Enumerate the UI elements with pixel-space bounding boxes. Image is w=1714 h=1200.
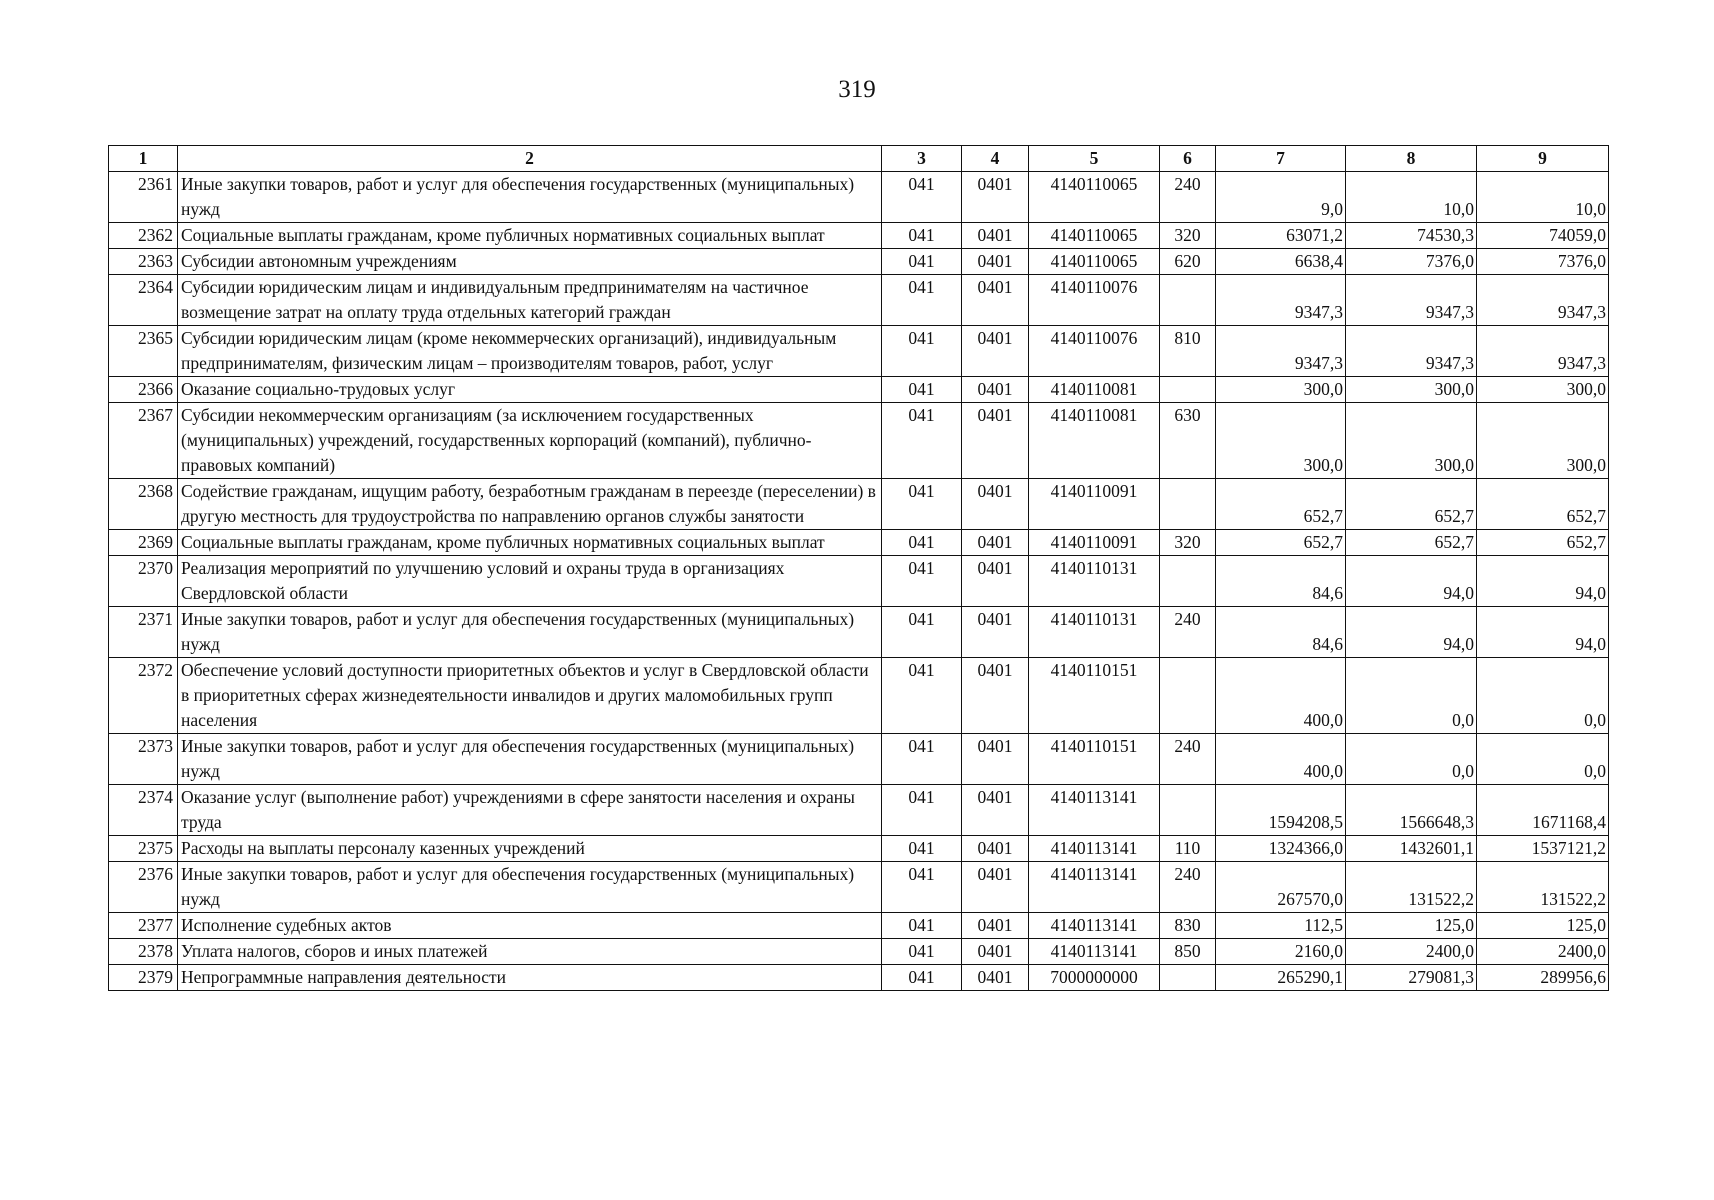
- section-code-cell: 0401: [962, 939, 1029, 965]
- value-8-cell: 94,0: [1346, 607, 1477, 658]
- value-7-cell: 265290,1: [1216, 965, 1346, 991]
- section-code-cell: 0401: [962, 377, 1029, 403]
- code-3-cell: 041: [882, 530, 962, 556]
- table-row: [109, 658, 1609, 734]
- table-row: [109, 249, 1609, 275]
- expense-type-cell: 320: [1160, 530, 1216, 556]
- target-article-cell: 4140110076: [1029, 326, 1160, 377]
- value-7-cell: 63071,2: [1216, 223, 1346, 249]
- value-9-cell: 131522,2: [1477, 862, 1609, 913]
- value-7-cell: 1324366,0: [1216, 836, 1346, 862]
- description-cell: Иные закупки товаров, работ и услуг для обеспечения государственных (муниципальных) нужд: [178, 862, 882, 913]
- target-article-cell: 4140110151: [1029, 734, 1160, 785]
- target-article-cell: 4140110131: [1029, 607, 1160, 658]
- target-article-cell: 4140110091: [1029, 479, 1160, 530]
- code-3-cell: 041: [882, 939, 962, 965]
- code-3-cell: 041: [882, 862, 962, 913]
- section-code-cell: 0401: [962, 785, 1029, 836]
- target-article-cell: 4140113141: [1029, 785, 1160, 836]
- target-article-cell: 4140113141: [1029, 913, 1160, 939]
- section-code-cell: 0401: [962, 607, 1029, 658]
- value-8-cell: 2400,0: [1346, 939, 1477, 965]
- expense-type-cell: 850: [1160, 939, 1216, 965]
- expense-type-cell: [1160, 275, 1216, 326]
- row-number-cell: 2365: [109, 326, 178, 377]
- column-header-5: 5: [1029, 146, 1160, 172]
- section-code-cell: 0401: [962, 862, 1029, 913]
- target-article-cell: 4140113141: [1029, 862, 1160, 913]
- description-cell: Исполнение судебных актов: [178, 913, 882, 939]
- row-number-cell: 2362: [109, 223, 178, 249]
- code-3-cell: 041: [882, 249, 962, 275]
- description-cell: Оказание социально-трудовых услуг: [178, 377, 882, 403]
- expense-type-cell: [1160, 377, 1216, 403]
- description-cell: Реализация мероприятий по улучшению условий и охраны труда в организациях Свердловской области: [178, 556, 882, 607]
- section-code-cell: 0401: [962, 223, 1029, 249]
- value-8-cell: 131522,2: [1346, 862, 1477, 913]
- value-7-cell: 652,7: [1216, 530, 1346, 556]
- value-7-cell: 400,0: [1216, 734, 1346, 785]
- code-3-cell: 041: [882, 965, 962, 991]
- table-row: [109, 836, 1609, 862]
- value-9-cell: 0,0: [1477, 734, 1609, 785]
- description-cell: Иные закупки товаров, работ и услуг для обеспечения государственных (муниципальных) нужд: [178, 734, 882, 785]
- table-row: [109, 913, 1609, 939]
- code-3-cell: 041: [882, 607, 962, 658]
- section-code-cell: 0401: [962, 249, 1029, 275]
- section-code-cell: 0401: [962, 403, 1029, 479]
- row-number-cell: 2363: [109, 249, 178, 275]
- row-number-cell: 2366: [109, 377, 178, 403]
- value-7-cell: 2160,0: [1216, 939, 1346, 965]
- table-row: [109, 939, 1609, 965]
- value-7-cell: 652,7: [1216, 479, 1346, 530]
- target-article-cell: 4140110131: [1029, 556, 1160, 607]
- value-9-cell: 652,7: [1477, 479, 1609, 530]
- expense-type-cell: [1160, 479, 1216, 530]
- table-row: [109, 530, 1609, 556]
- value-9-cell: 2400,0: [1477, 939, 1609, 965]
- value-9-cell: 289956,6: [1477, 965, 1609, 991]
- description-cell: Иные закупки товаров, работ и услуг для обеспечения государственных (муниципальных) нужд: [178, 172, 882, 223]
- column-header-9: 9: [1477, 146, 1609, 172]
- table-row: [109, 275, 1609, 326]
- row-number-cell: 2371: [109, 607, 178, 658]
- expense-type-cell: [1160, 965, 1216, 991]
- table-row: [109, 377, 1609, 403]
- table-row: [109, 862, 1609, 913]
- value-8-cell: 279081,3: [1346, 965, 1477, 991]
- description-cell: Уплата налогов, сборов и иных платежей: [178, 939, 882, 965]
- row-number-cell: 2361: [109, 172, 178, 223]
- expense-type-cell: 830: [1160, 913, 1216, 939]
- code-3-cell: 041: [882, 785, 962, 836]
- value-9-cell: 1671168,4: [1477, 785, 1609, 836]
- value-7-cell: 9,0: [1216, 172, 1346, 223]
- table-row: [109, 607, 1609, 658]
- code-3-cell: 041: [882, 658, 962, 734]
- value-7-cell: 112,5: [1216, 913, 1346, 939]
- target-article-cell: 4140110081: [1029, 403, 1160, 479]
- value-7-cell: 400,0: [1216, 658, 1346, 734]
- description-cell: Расходы на выплаты персоналу казенных учреждений: [178, 836, 882, 862]
- description-cell: Иные закупки товаров, работ и услуг для обеспечения государственных (муниципальных) нужд: [178, 607, 882, 658]
- section-code-cell: 0401: [962, 275, 1029, 326]
- column-header-7: 7: [1216, 146, 1346, 172]
- target-article-cell: 4140113141: [1029, 939, 1160, 965]
- value-9-cell: 1537121,2: [1477, 836, 1609, 862]
- section-code-cell: 0401: [962, 530, 1029, 556]
- expense-type-cell: 320: [1160, 223, 1216, 249]
- expense-type-cell: [1160, 556, 1216, 607]
- target-article-cell: 4140110065: [1029, 249, 1160, 275]
- target-article-cell: 4140113141: [1029, 836, 1160, 862]
- code-3-cell: 041: [882, 836, 962, 862]
- section-code-cell: 0401: [962, 479, 1029, 530]
- section-code-cell: 0401: [962, 913, 1029, 939]
- expense-type-cell: 620: [1160, 249, 1216, 275]
- description-cell: Субсидии некоммерческим организациям (за исключением государственных (муниципальных) учреждений, государственных корпораций (компаний), публично-правовых компаний): [178, 403, 882, 479]
- value-8-cell: 0,0: [1346, 734, 1477, 785]
- code-3-cell: 041: [882, 556, 962, 607]
- budget-table: [108, 145, 1609, 991]
- description-cell: Социальные выплаты гражданам, кроме публичных нормативных социальных выплат: [178, 223, 882, 249]
- value-7-cell: 267570,0: [1216, 862, 1346, 913]
- section-code-cell: 0401: [962, 326, 1029, 377]
- row-number-cell: 2372: [109, 658, 178, 734]
- row-number-cell: 2377: [109, 913, 178, 939]
- row-number-cell: 2364: [109, 275, 178, 326]
- table-row: [109, 479, 1609, 530]
- value-7-cell: 1594208,5: [1216, 785, 1346, 836]
- description-cell: Содействие гражданам, ищущим работу, безработным гражданам в переезде (переселении) в другую местность для трудоустройства по направлению органов службы занятости: [178, 479, 882, 530]
- value-8-cell: 652,7: [1346, 530, 1477, 556]
- value-8-cell: 7376,0: [1346, 249, 1477, 275]
- column-header-2: 2: [178, 146, 882, 172]
- row-number-cell: 2376: [109, 862, 178, 913]
- value-9-cell: 125,0: [1477, 913, 1609, 939]
- section-code-cell: 0401: [962, 965, 1029, 991]
- value-9-cell: 9347,3: [1477, 275, 1609, 326]
- target-article-cell: 4140110076: [1029, 275, 1160, 326]
- value-9-cell: 300,0: [1477, 403, 1609, 479]
- value-9-cell: 74059,0: [1477, 223, 1609, 249]
- value-8-cell: 9347,3: [1346, 275, 1477, 326]
- description-cell: Субсидии автономным учреждениям: [178, 249, 882, 275]
- value-8-cell: 0,0: [1346, 658, 1477, 734]
- description-cell: Непрограммные направления деятельности: [178, 965, 882, 991]
- code-3-cell: 041: [882, 377, 962, 403]
- expense-type-cell: 810: [1160, 326, 1216, 377]
- code-3-cell: 041: [882, 275, 962, 326]
- expense-type-cell: [1160, 658, 1216, 734]
- column-header-3: 3: [882, 146, 962, 172]
- value-7-cell: 9347,3: [1216, 326, 1346, 377]
- value-9-cell: 10,0: [1477, 172, 1609, 223]
- value-7-cell: 300,0: [1216, 377, 1346, 403]
- value-9-cell: 7376,0: [1477, 249, 1609, 275]
- column-header-8: 8: [1346, 146, 1477, 172]
- row-number-cell: 2375: [109, 836, 178, 862]
- code-3-cell: 041: [882, 913, 962, 939]
- value-9-cell: 94,0: [1477, 607, 1609, 658]
- code-3-cell: 041: [882, 479, 962, 530]
- row-number-cell: 2370: [109, 556, 178, 607]
- section-code-cell: 0401: [962, 734, 1029, 785]
- value-8-cell: 10,0: [1346, 172, 1477, 223]
- section-code-cell: 0401: [962, 556, 1029, 607]
- row-number-cell: 2378: [109, 939, 178, 965]
- page-number: 319: [838, 76, 876, 103]
- target-article-cell: 4140110065: [1029, 172, 1160, 223]
- section-code-cell: 0401: [962, 172, 1029, 223]
- header-row: [109, 146, 1609, 172]
- value-9-cell: 94,0: [1477, 556, 1609, 607]
- value-8-cell: 300,0: [1346, 377, 1477, 403]
- table-row: [109, 403, 1609, 479]
- section-code-cell: 0401: [962, 658, 1029, 734]
- value-9-cell: 652,7: [1477, 530, 1609, 556]
- value-8-cell: 9347,3: [1346, 326, 1477, 377]
- target-article-cell: 4140110151: [1029, 658, 1160, 734]
- row-number-cell: 2373: [109, 734, 178, 785]
- expense-type-cell: 630: [1160, 403, 1216, 479]
- expense-type-cell: 240: [1160, 862, 1216, 913]
- target-article-cell: 7000000000: [1029, 965, 1160, 991]
- table-row: [109, 734, 1609, 785]
- value-7-cell: 84,6: [1216, 607, 1346, 658]
- code-3-cell: 041: [882, 326, 962, 377]
- value-7-cell: 6638,4: [1216, 249, 1346, 275]
- value-8-cell: 1566648,3: [1346, 785, 1477, 836]
- target-article-cell: 4140110065: [1029, 223, 1160, 249]
- value-7-cell: 300,0: [1216, 403, 1346, 479]
- value-8-cell: 1432601,1: [1346, 836, 1477, 862]
- value-8-cell: 652,7: [1346, 479, 1477, 530]
- expense-type-cell: 240: [1160, 172, 1216, 223]
- table-row: [109, 326, 1609, 377]
- code-3-cell: 041: [882, 734, 962, 785]
- expense-type-cell: 240: [1160, 734, 1216, 785]
- row-number-cell: 2369: [109, 530, 178, 556]
- expense-type-cell: [1160, 785, 1216, 836]
- value-8-cell: 300,0: [1346, 403, 1477, 479]
- description-cell: Оказание услуг (выполнение работ) учреждениями в сфере занятости населения и охраны труда: [178, 785, 882, 836]
- value-9-cell: 0,0: [1477, 658, 1609, 734]
- column-header-1: 1: [109, 146, 178, 172]
- code-3-cell: 041: [882, 223, 962, 249]
- value-8-cell: 74530,3: [1346, 223, 1477, 249]
- table-row: [109, 223, 1609, 249]
- row-number-cell: 2367: [109, 403, 178, 479]
- table-row: [109, 556, 1609, 607]
- description-cell: Социальные выплаты гражданам, кроме публичных нормативных социальных выплат: [178, 530, 882, 556]
- column-header-6: 6: [1160, 146, 1216, 172]
- table-row: [109, 785, 1609, 836]
- expense-type-cell: 110: [1160, 836, 1216, 862]
- row-number-cell: 2368: [109, 479, 178, 530]
- row-number-cell: 2374: [109, 785, 178, 836]
- table-row: [109, 172, 1609, 223]
- value-8-cell: 125,0: [1346, 913, 1477, 939]
- value-9-cell: 9347,3: [1477, 326, 1609, 377]
- row-number-cell: 2379: [109, 965, 178, 991]
- target-article-cell: 4140110081: [1029, 377, 1160, 403]
- value-7-cell: 84,6: [1216, 556, 1346, 607]
- description-cell: Субсидии юридическим лицам и индивидуальным предпринимателям на частичное возмещение затрат на оплату труда отдельных категорий граждан: [178, 275, 882, 326]
- table-row: [109, 965, 1609, 991]
- expense-type-cell: 240: [1160, 607, 1216, 658]
- description-cell: Обеспечение условий доступности приоритетных объектов и услуг в Свердловской области в приоритетных сферах жизнедеятельности инвалидов и других маломобильных групп населения: [178, 658, 882, 734]
- code-3-cell: 041: [882, 403, 962, 479]
- description-cell: Субсидии юридическим лицам (кроме некоммерческих организаций), индивидуальным предпринимателям, физическим лицам – производителям товаров, работ, услуг: [178, 326, 882, 377]
- column-header-4: 4: [962, 146, 1029, 172]
- section-code-cell: 0401: [962, 836, 1029, 862]
- target-article-cell: 4140110091: [1029, 530, 1160, 556]
- code-3-cell: 041: [882, 172, 962, 223]
- value-8-cell: 94,0: [1346, 556, 1477, 607]
- value-9-cell: 300,0: [1477, 377, 1609, 403]
- value-7-cell: 9347,3: [1216, 275, 1346, 326]
- table-body: [109, 172, 1609, 991]
